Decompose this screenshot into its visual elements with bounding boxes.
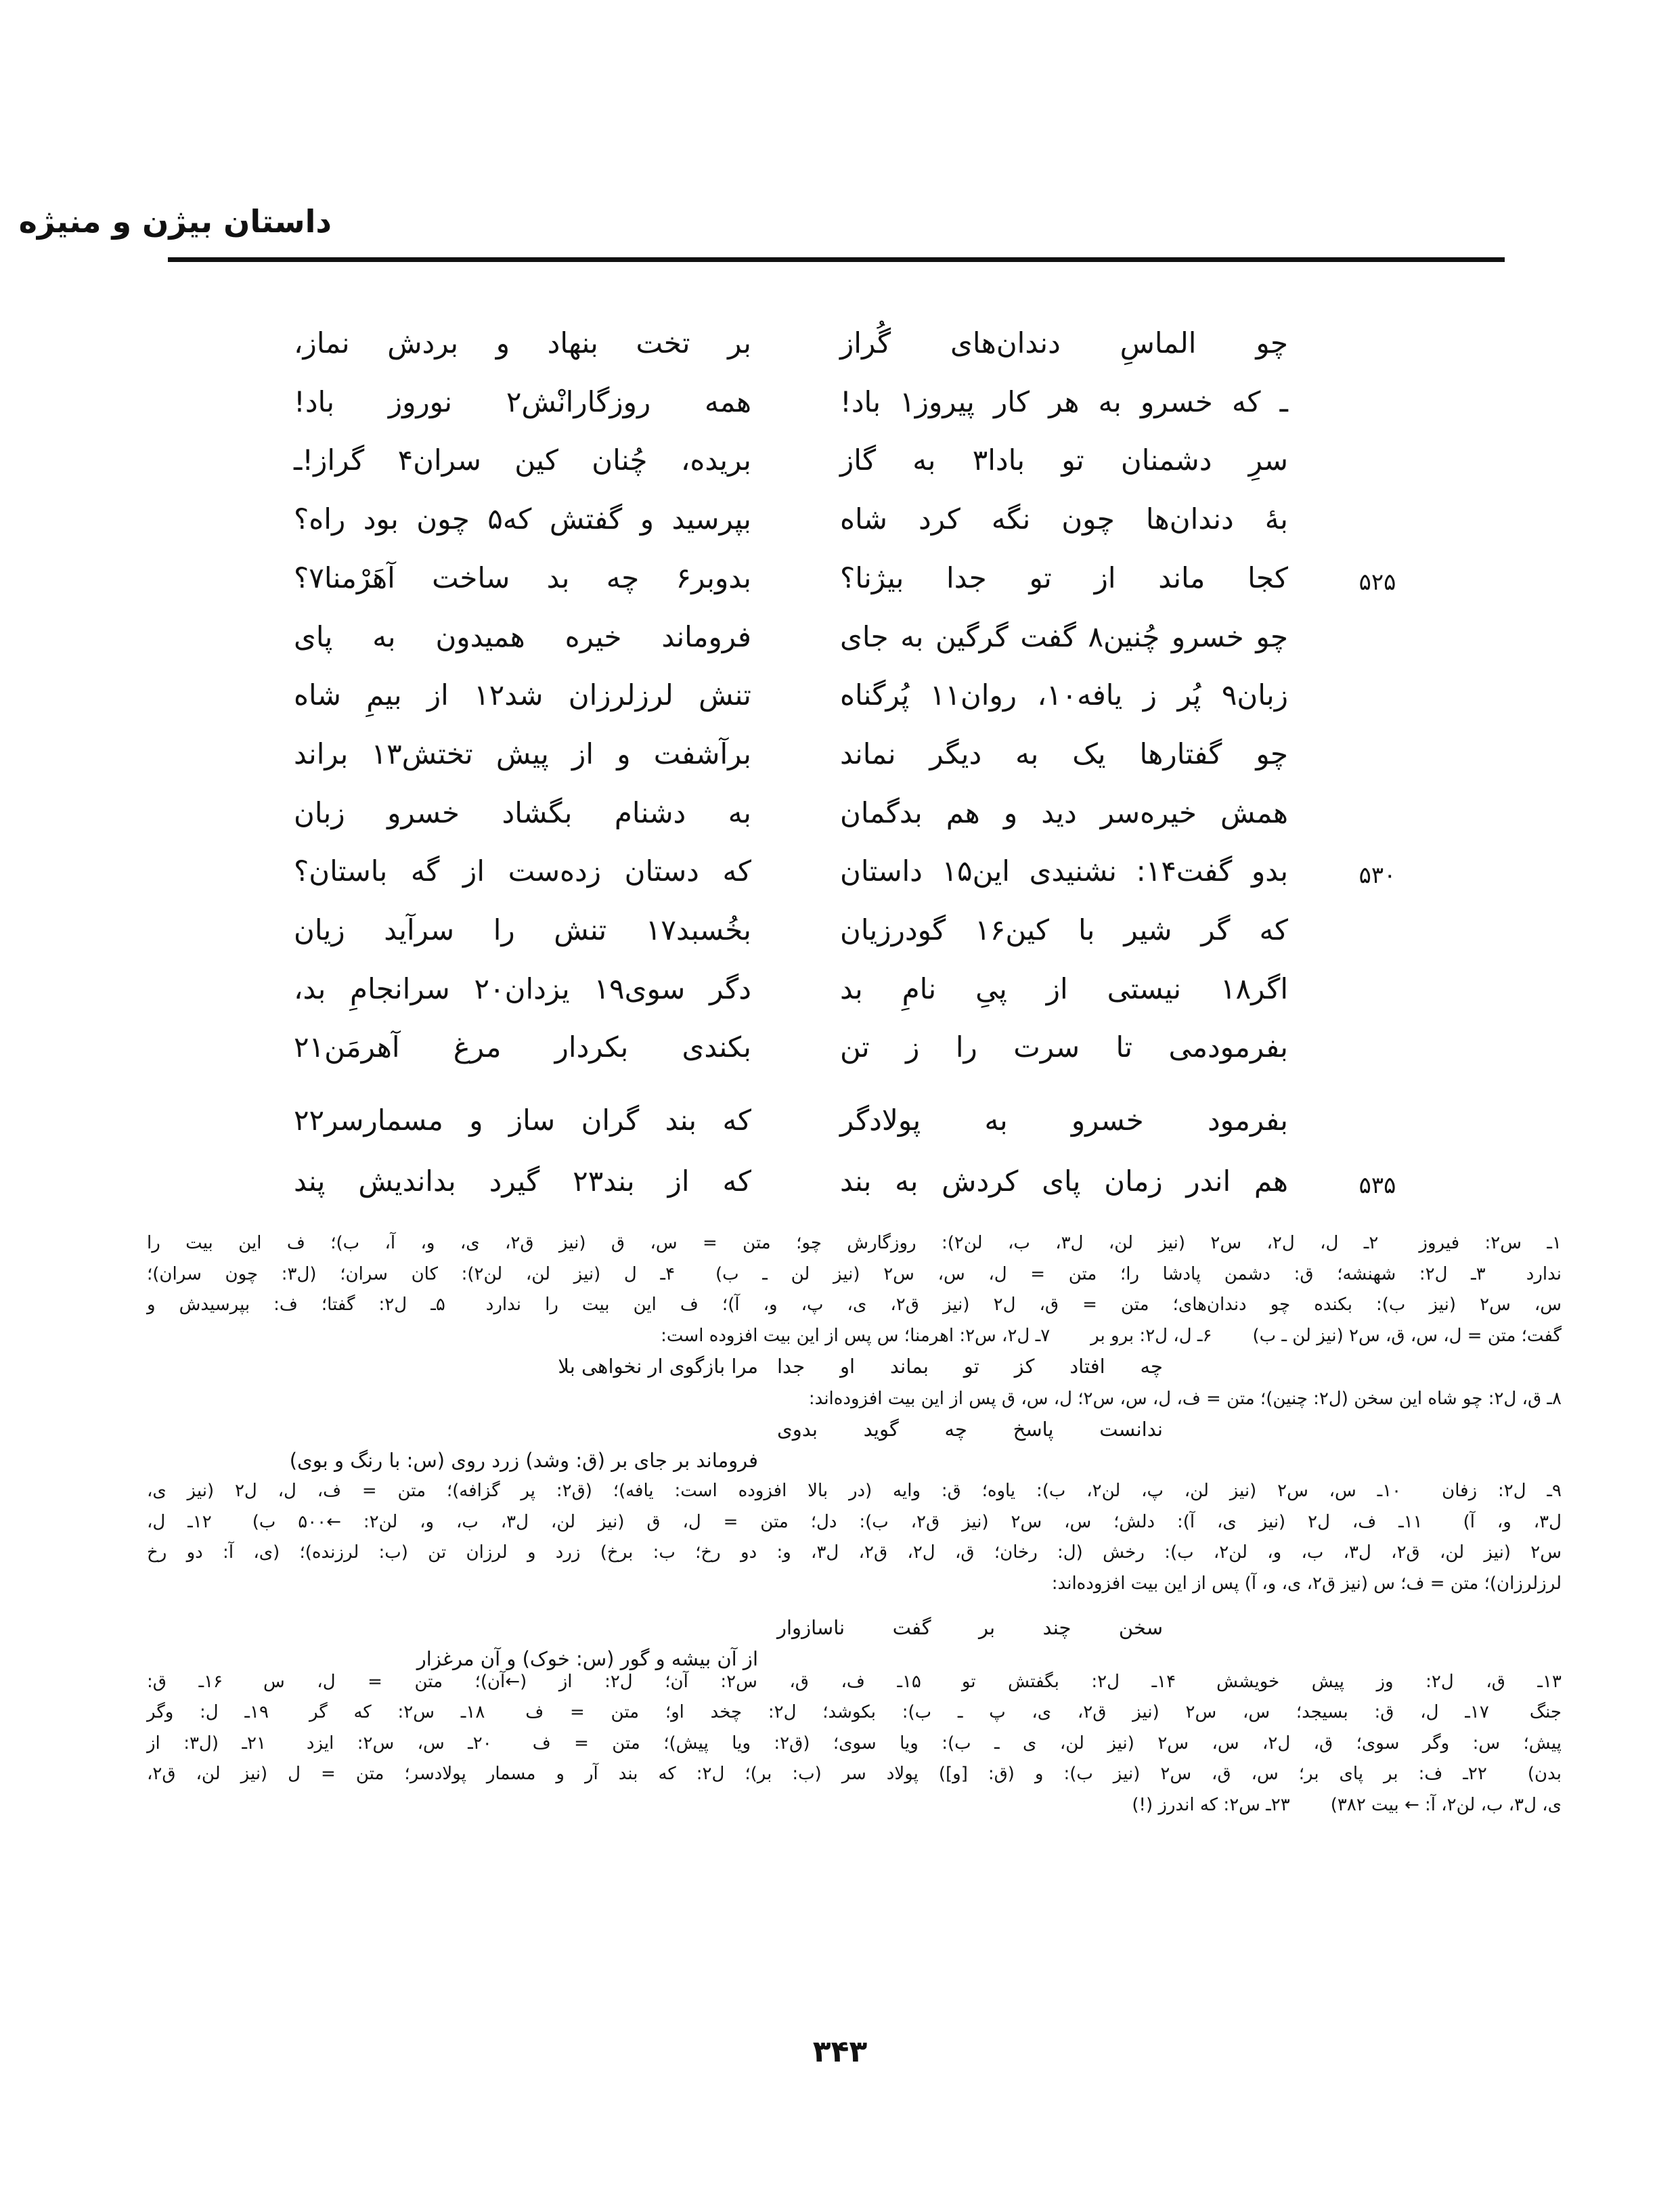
verse-number: ۵۳۵ — [1358, 1172, 1396, 1199]
footnote-entry: ی، ل۳، ب، لن۲، آ: ← بیت ۳۸۲) — [1330, 1795, 1562, 1815]
footnote-line — [147, 1759, 1562, 1789]
verse-second-hemistich: به دشنام بگشاد خسرو زبان — [294, 796, 751, 829]
verse-second-hemistich: فروماند خیره همیدون به پای — [294, 619, 751, 653]
footnote-entry: ۲ـ ل، ل۲، س۲ (نیز لن، ل۳، ب، لن۲): روزگارش چو؛ متن = س، ق (نیز ق۲، ی، و، آ، ب)؛ ف این بیت را — [147, 1233, 1379, 1253]
footnote-entry: ۱۵ـ ف، ق، س۲: آن؛ ل۲: از (←آن)؛ متن = ل، س — [263, 1672, 921, 1692]
footnote-entry: ۱۳ـ ق، ل۲: وز پیش خویشش — [1216, 1672, 1562, 1692]
verse-second-hemistich: بپرسید و گفتش که۵ چون بود راه؟ — [294, 502, 751, 536]
footnote-line — [147, 1569, 1562, 1598]
verse-second-hemistich: بدوبر۶ چه بد ساخت آهَرْمنا۷؟ — [294, 561, 751, 594]
footnote-line — [147, 1228, 1562, 1258]
footnote-entry: ۳ـ ل۲: شهنشه؛ ق: دشمن پادشا را؛ متن = ل، س، س۲ (نیز لن ـ ب) — [715, 1264, 1486, 1284]
footnote-entry: ۱۹ـ ل: وگر — [147, 1702, 269, 1722]
footnote-entry: ۲۰ـ س، س۲: ایزد — [306, 1733, 492, 1754]
verse-first-hemistich: کجا ماند از تو جدا بیژنا؟ — [840, 561, 1288, 594]
verse-first-hemistich: سرِ دشمنان تو بادا۳ به گاز — [840, 443, 1288, 477]
footnote-entry: گفت؛ متن = ل، س، ق، س۲ (نیز لن ـ ب) — [1252, 1326, 1562, 1346]
verse-first-hemistich: اگر۱۸ نیستی از پیِ نامِ بد — [840, 972, 1288, 1005]
verse-second-hemistich: برآشفت و از پیش تختش۱۳ براند — [294, 737, 751, 770]
footnote-entry: ۱۷ـ ل، ق: بسیجد؛ س، س۲ (نیز ق۲، ی، پ ـ ب): بکوشد؛ ل۲: چخد او؛ متن = ف — [525, 1702, 1489, 1722]
footnote-entry: ۱۴ـ ل۲: بگفتش تو — [961, 1672, 1176, 1692]
verse-first-hemistich: چو گفتارها یک به دیگر نماند — [840, 737, 1288, 770]
verse-second-hemistich: که از بند۲۳ گیرد بداندیش پند — [294, 1164, 752, 1198]
footnote-entry: ۷ـ ل۲، س۲: اهرمنا؛ س پس از این بیت افزوده است: — [661, 1326, 1051, 1346]
footnote-entry: ۱۲ـ ل، — [147, 1512, 212, 1532]
footnote-entry: ۱ـ س۲: فیروز — [1419, 1233, 1562, 1253]
verse-first-hemistich: زبان۹ پُر ز یافه۱۰، روان۱۱ پُرگناه — [840, 678, 1289, 712]
footnote-entry: لرزلرزان)؛ متن = ف؛ س (نیز ق۲، ی، و، آ) پس از این بیت افزوده‌اند: — [1051, 1573, 1562, 1594]
footnote-entry: ۲۲ـ ف: بر پای بر؛ س، ق، س۲ (نیز ب): و (ق: [و]) پولاد سر (ب: بر)؛ ل۲: که بند آر و مسمار پولادسر؛ متن = ل (نیز لن، ق۲، — [147, 1764, 1487, 1784]
verse-first-hemistich: بهٔ دندان‌ها چون نگه کرد شاه — [840, 502, 1288, 536]
footnote-line — [147, 1667, 1562, 1697]
footnote-entry: ۱۱ـ ف، ل۲ (نیز ی، آ): دلش؛ س، س۲ (نیز ق۲، ب): دل؛ متن = ل، ق (نیز لن، ل۳، ب، و، لن۲: ←۵۰۰ ب) — [252, 1512, 1423, 1532]
footnote-entry: پیش؛ س: وگر سوی؛ ق، ل۲، س، س۲ (نیز لن، ی ـ ب): ویا سوی؛ (ق۲: ویا پیش)؛ متن = ف — [532, 1733, 1562, 1754]
verse-second-hemistich: دگر سوی۱۹ یزدان۲۰ سرانجامِ بد، — [294, 972, 751, 1005]
footnote-verse-first-hemistich: چه افتاد کز تو بماند او جدا — [777, 1355, 1163, 1378]
running-header-title: داستان بیژن و منیژه — [18, 203, 332, 240]
footnote-verse-first-hemistich: سخن چند بر گفت ناسازوار — [777, 1616, 1163, 1639]
footnote-line — [147, 1538, 1562, 1567]
footnote-entry: ۵ـ ل۲: گفتا؛ ف: بپرسیدش و — [147, 1294, 445, 1315]
verse-second-hemistich: بخُسبد۱۷ تنش را سرآید زیان — [294, 913, 751, 946]
footnote-entry: س۲ (نیز لن، ق۲، ل۳، ب، و، لن۲، ب): رخش (ل: رخان؛ ق، ل۲، ق۲، ل۳، و: دو رخ؛ ب: برخ) زرد و لرزان تن (ب: لرزنده)؛ (ی، آ: دو رخ — [147, 1542, 1562, 1563]
footnote-entry: ۴ـ ل (نیز لن، لن۲): کان سران؛ (ل۳: چون سران)؛ — [147, 1264, 676, 1284]
verse-first-hemistich: همش خیره‌سر دید و هم بدگمان — [840, 796, 1288, 829]
footnote-entry: بدن) — [1527, 1764, 1562, 1784]
footnote-verse-first-hemistich: ندانست پاسخ چه گوید بدوی — [777, 1418, 1163, 1441]
footnote-line — [147, 1507, 1562, 1537]
verse-second-hemistich: بر تخت بنهاد و بردش نماز، — [294, 326, 751, 360]
footnote-line — [147, 1697, 1562, 1727]
verse-first-hemistich: بفرمودمی تا سرت را ز تن — [840, 1030, 1288, 1064]
footnote-entry: ندارد — [1526, 1264, 1562, 1284]
footnote-line — [147, 1790, 1562, 1820]
footnote-verse-second-hemistich: مرا بازگوی ار نخواهی بلا — [558, 1355, 758, 1378]
verse-first-hemistich: ـ که خسرو به هر کار پیروز۱ باد! — [840, 385, 1288, 418]
verse-number: ۵۳۰ — [1358, 862, 1396, 890]
footnote-line — [147, 1321, 1562, 1351]
footnote-line — [147, 1290, 1562, 1320]
footnote-entry: جنگ — [1529, 1702, 1562, 1722]
verse-first-hemistich: بفرمود خسرو به پولادگر — [840, 1104, 1288, 1137]
footnote-line — [147, 1259, 1562, 1289]
verse-first-hemistich: چو الماسِ دندان‌های گُراز — [840, 326, 1288, 360]
verse-second-hemistich: بریده، چُنان کین سران۴ گراز!ـ — [294, 443, 751, 477]
footnote-entry: ل۳، و، آ) — [1463, 1512, 1562, 1532]
verse-first-hemistich: بدو گفت۱۴: نشنیدی این۱۵ داستان — [840, 854, 1289, 888]
footnote-line — [147, 1728, 1562, 1758]
footnote-entry: ۶ـ ل، ل۲: برو بر — [1090, 1326, 1212, 1346]
footnote-entry: ۲۱ـ (ل۳: از — [147, 1733, 266, 1754]
footnote-entry: ۱۰ـ س، س۲ (نیز لن، پ، لن۲، ب): یاوه؛ ق: وایه (در بالا افزوده است: یافه)؛ (ق۲: پر گزافه)؛ متن = ف، ل، ل۲ (نیز ی، — [147, 1481, 1402, 1501]
verse-second-hemistich: بکندی بکردار مرغ آهرمَن۲۱ — [294, 1030, 751, 1064]
page-number: ۳۴۳ — [812, 2034, 868, 2069]
footnote-verse-second-hemistich: از آن بیشه و گور (س: خوک) و آن مرغزار — [416, 1647, 758, 1670]
verse-number: ۵۲۵ — [1358, 568, 1396, 596]
footnote-entry: ۲۳ـ س۲: که اندرز (!) — [1132, 1795, 1290, 1815]
footnote-verse-second-hemistich: فروماند بر جای بر (ق: وشد) زرد روی (س: با رنگ و بوی) — [289, 1449, 758, 1472]
verse-second-hemistich: که بند گران ساز و مسمارسر۲۲ — [294, 1104, 751, 1137]
footnote-entry: ۹ـ ل۲: زفان — [1442, 1481, 1562, 1501]
footnote-entry: س، س۲ (نیز ب): بکنده چو دندان‌های؛ متن = ق، ل۲ (نیز ق۲، ی، پ، و، آ)؛ ف این بیت را ندارد — [485, 1294, 1562, 1315]
footnote-line — [147, 1476, 1562, 1506]
footnote-entry: ۱۸ـ س۲: که گر — [309, 1702, 485, 1722]
verse-second-hemistich: همه روزگارانْش۲ نوروز باد! — [294, 385, 751, 418]
verse-first-hemistich: که گر شیر با کین۱۶ گودرزیان — [840, 913, 1289, 946]
footnote-line — [147, 1384, 1562, 1414]
verse-second-hemistich: تنش لرزلرزان شد۱۲ از بیمِ شاه — [294, 678, 751, 712]
verse-first-hemistich: چو خسرو چُنین۸ گفت گرگین به جای — [840, 619, 1288, 653]
verse-second-hemistich: که دستان زده‌ست از گه باستان؟ — [294, 854, 751, 888]
header-rule — [168, 257, 1505, 262]
footnote-entry: ۸ـ ق، ل۲: چو شاه این سخن (ل۲: چنین)؛ متن = ف، ل، س، س۲؛ ل، س، ق پس از این بیت افزوده‌اند: — [808, 1389, 1562, 1409]
footnote-entry: ۱۶ـ ق: — [147, 1672, 223, 1692]
verse-first-hemistich: هم اندر زمان پای کردش به بند — [840, 1164, 1288, 1198]
